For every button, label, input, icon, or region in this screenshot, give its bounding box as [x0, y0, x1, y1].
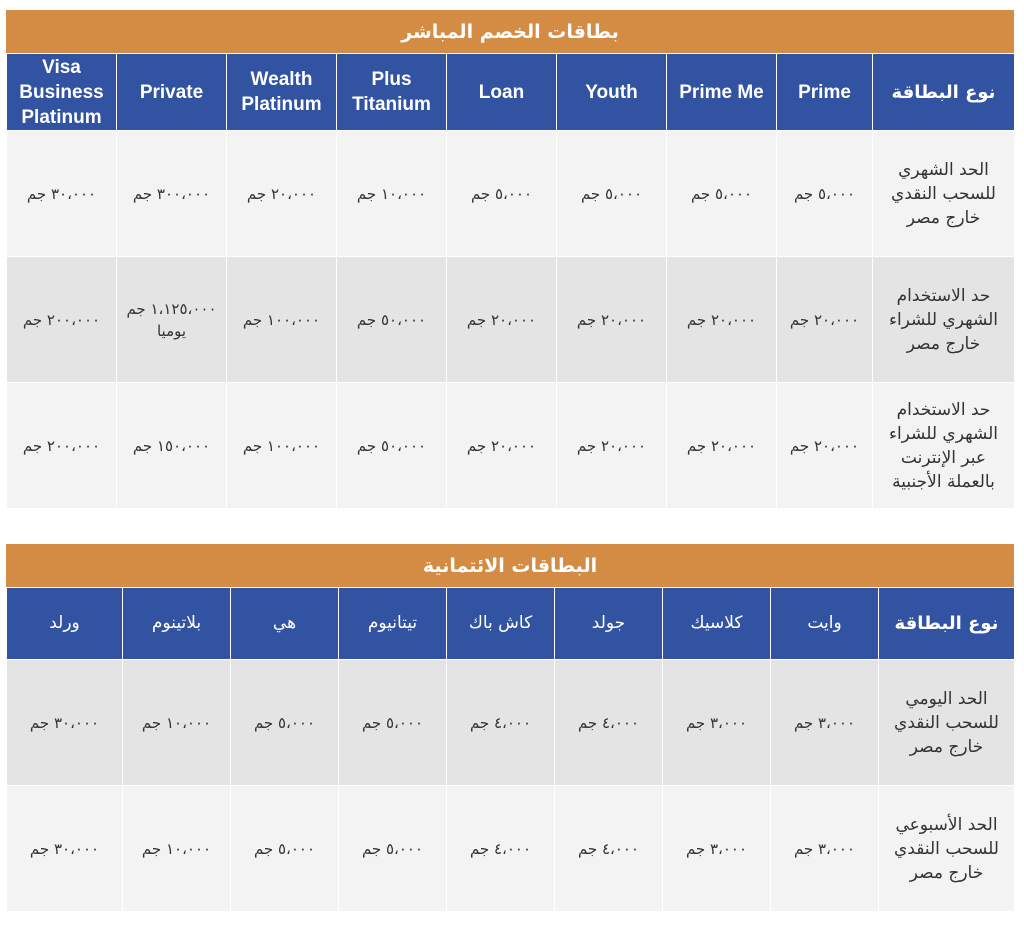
table-cell: ٢٠،٠٠٠ جم [447, 383, 557, 509]
table-cell: ٥،٠٠٠ جم [231, 786, 339, 912]
table-cell: ٢٠،٠٠٠ جم [557, 383, 667, 509]
card-header: Plus Titanium [337, 54, 447, 131]
card-header: جولد [555, 588, 663, 660]
card-header: Prime [777, 54, 873, 131]
table-cell: ٥،٠٠٠ جم [777, 131, 873, 257]
table-cell: ٢٠،٠٠٠ جم [557, 257, 667, 383]
table-cell: ٣٠،٠٠٠ جم [7, 786, 123, 912]
table-cell: ٢٠٠،٠٠٠ جم [7, 257, 117, 383]
table-cell: ٥،٠٠٠ جم [447, 131, 557, 257]
table-cell: ٥،٠٠٠ جم [339, 660, 447, 786]
table-cell: ٢٠٠،٠٠٠ جم [7, 383, 117, 509]
row-label: الحد الشهري للسحب النقدي خارج مصر [873, 131, 1015, 257]
table-cell: ٣٠٠،٠٠٠ جم [117, 131, 227, 257]
card-header: وايت [771, 588, 879, 660]
table-cell: ١٥٠،٠٠٠ جم [117, 383, 227, 509]
debit-cards-table [6, 10, 1014, 509]
table-cell: ٥٠،٠٠٠ جم [337, 383, 447, 509]
table-cell: ٥،٠٠٠ جم [231, 660, 339, 786]
row-label: الحد الأسبوعي للسحب النقدي خارج مصر [879, 786, 1015, 912]
credit-header-row [7, 588, 1015, 660]
table-cell: ٣،٠٠٠ جم [663, 786, 771, 912]
table-cell: ٣،٠٠٠ جم [663, 660, 771, 786]
row-label: حد الاستخدام الشهري للشراء خارج مصر [873, 257, 1015, 383]
table-cell: ٤،٠٠٠ جم [447, 786, 555, 912]
table-cell: ١٠٠،٠٠٠ جم [227, 383, 337, 509]
table-cell: ٢٠،٠٠٠ جم [667, 257, 777, 383]
table-row [7, 257, 1015, 383]
table-row [7, 383, 1015, 509]
card-type-header: نوع البطاقة [873, 54, 1015, 131]
card-type-header: نوع البطاقة [879, 588, 1015, 660]
credit-cards-title: البطاقات الائتمانية [6, 544, 1014, 587]
table-cell: ١،١٢٥،٠٠٠ جم يوميا [117, 257, 227, 383]
row-label: حد الاستخدام الشهري للشراء عبر الإنترنت بالعملة الأجنبية [873, 383, 1015, 509]
row-label: الحد اليومي للسحب النقدي خارج مصر [879, 660, 1015, 786]
table-cell: ١٠٠،٠٠٠ جم [227, 257, 337, 383]
card-header: تيتانيوم [339, 588, 447, 660]
card-header: Prime Me [667, 54, 777, 131]
table-cell: ٢٠،٠٠٠ جم [227, 131, 337, 257]
table-row [7, 786, 1015, 912]
table-cell: ٣٠،٠٠٠ جم [7, 131, 117, 257]
table-cell: ٤،٠٠٠ جم [447, 660, 555, 786]
card-header: هي [231, 588, 339, 660]
table-cell: ٥،٠٠٠ جم [339, 786, 447, 912]
debit-cards-title: بطاقات الخصم المباشر [6, 10, 1014, 53]
card-header: بلاتينوم [123, 588, 231, 660]
table-cell: ١٠،٠٠٠ جم [123, 786, 231, 912]
card-header: Private [117, 54, 227, 131]
table-row [7, 131, 1015, 257]
table-cell: ٤،٠٠٠ جم [555, 786, 663, 912]
table-cell: ٥،٠٠٠ جم [557, 131, 667, 257]
table-cell: ٢٠،٠٠٠ جم [777, 383, 873, 509]
table-cell: ٤،٠٠٠ جم [555, 660, 663, 786]
card-header: Visa Business Platinum [7, 54, 117, 131]
table-cell: ١٠،٠٠٠ جم [337, 131, 447, 257]
card-header: Wealth Platinum [227, 54, 337, 131]
table-cell: ٢٠،٠٠٠ جم [667, 383, 777, 509]
credit-cards-table [6, 544, 1014, 912]
table-cell: ٣،٠٠٠ جم [771, 660, 879, 786]
card-header: Loan [447, 54, 557, 131]
table-cell: ٢٠،٠٠٠ جم [447, 257, 557, 383]
table-cell: ٣،٠٠٠ جم [771, 786, 879, 912]
card-header: ورلد [7, 588, 123, 660]
table-row [7, 660, 1015, 786]
table-cell: ٥٠،٠٠٠ جم [337, 257, 447, 383]
card-header: كاش باك [447, 588, 555, 660]
table-cell: ٣٠،٠٠٠ جم [7, 660, 123, 786]
table-cell: ٥،٠٠٠ جم [667, 131, 777, 257]
card-header: كلاسيك [663, 588, 771, 660]
card-header: Youth [557, 54, 667, 131]
table-cell: ٢٠،٠٠٠ جم [777, 257, 873, 383]
table-cell: ١٠،٠٠٠ جم [123, 660, 231, 786]
debit-header-row [7, 54, 1015, 131]
